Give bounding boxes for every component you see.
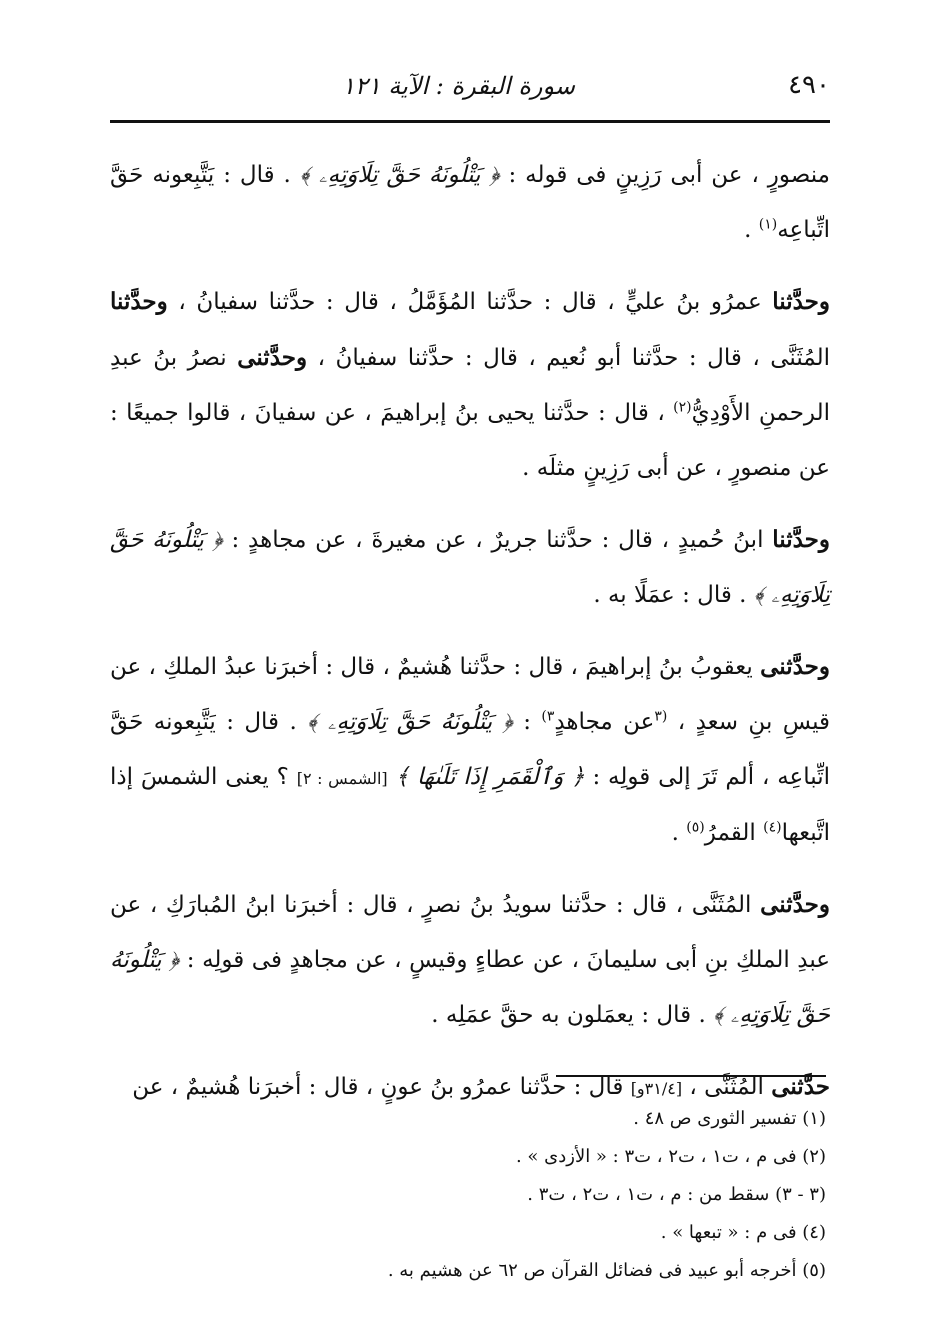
- text: المُثَنَّى ،: [682, 1074, 772, 1100]
- footnote-ref: (٢): [673, 399, 692, 416]
- isnad-term: حدَّثنى: [771, 1073, 830, 1100]
- text: نصرُ بنُ عبدِ الرحمنِ الأَوْدِيُّ: [110, 345, 831, 426]
- text: قال : حدَّثنا عمرُو بنُ عونٍ ، قال : أخبرَنا هُشيمٌ ، عن: [132, 1074, 631, 1100]
- text: . قال : عمَلًا به .: [593, 582, 754, 608]
- isnad-term: وحدَّثنا: [110, 288, 168, 315]
- text: القمرُ: [704, 820, 764, 846]
- text: المُثَنَّى ، قال : حدَّثنا سويدُ بنُ نصرٍ ، قال : أخبرَنا ابنُ المُبارَكِ ، عن عبدِ الملكِ بنِ أبى سليمانَ ، عن عطاءٍ وقيسٍ ، عن مجاهدٍ فى قولِه :: [110, 892, 830, 973]
- surah-reference: [الشمس : ٢]: [296, 769, 388, 788]
- quran-quote: ﴿ يَتْلُونَهُ حَقَّ تِلَاوَتِهِۦ ﴾: [110, 947, 830, 1028]
- footnote-3: (٣ - ٣) سقط من : م ، ت١ ، ت٢ ، ت٣ .: [527, 1184, 826, 1205]
- text: ، قال : حدَّثنا يحيى بنُ إبراهيمَ ، عن سفيانَ ، قالوا جميعًا : عن منصورٍ ، عن أبى رَزِينٍ مثلَه .: [110, 400, 830, 481]
- footnotes: [110, 1100, 826, 1290]
- text: . قال : يَتَّبِعونه حَقَّ اتِّباعِه ، ألم تَرَ إلى قولِه :: [110, 709, 831, 790]
- text: منصورٍ ، عن أبى رَزِينٍ فى قوله :: [499, 162, 830, 188]
- paragraph-5: [110, 877, 830, 1043]
- page-header: [110, 70, 830, 110]
- footnote-2: (٢) فى م ، ت١ ، ت٢ ، ت٣ : « الأزدى » .: [515, 1146, 826, 1167]
- main-text: [110, 148, 830, 1116]
- footnote-5: (٥) أخرجه أبو عبيد فى فضائل القرآن ص ٦٢ عن هشيم به .: [387, 1260, 826, 1281]
- header-rule: [110, 120, 830, 123]
- isnad-term: وحدَّثنا: [772, 526, 830, 553]
- footnote-ref: ٣): [541, 708, 555, 725]
- text: . قال : يَتَّبِعونه حَقَّ اتِّباعِه: [110, 162, 830, 243]
- text: المُثَنَّى ، قال : حدَّثنا أبو نُعيم ، قال : حدَّثنا سفيانُ ،: [307, 345, 830, 371]
- quran-quote: ﴿ يَتْلُونَهُ حَقَّ تِلَاوَتِهِۦ ﴾: [299, 162, 500, 188]
- footnote-ref: (٣: [654, 708, 668, 725]
- text: ؟ يعنى الشمسَ إذا اتَّبعها: [110, 764, 830, 846]
- manuscript-folio-ref: [٣١/٤و]: [630, 1079, 683, 1098]
- footnote-ref: (١): [758, 216, 778, 233]
- text: . قال : يعمَلون به حقَّ عمَلِه .: [431, 1002, 714, 1028]
- text: ابنُ حُميدٍ ، قال : حدَّثنا جريرٌ ، عن مغيرةَ ، عن مجاهدٍ :: [222, 527, 773, 553]
- footnote-ref: (٥): [686, 819, 705, 836]
- isnad-term: وحدَّثنا: [772, 288, 830, 315]
- isnad-term: وحدَّثنى: [760, 653, 830, 680]
- text: عمرُو بنُ عليٍّ ، قال : حدَّثنا المُؤَمَّلُ ، قال : حدَّثنا سفيانُ ،: [167, 289, 773, 315]
- text: عن مجاهدٍ: [554, 709, 655, 735]
- isnad-term: وحدَّثنى: [760, 891, 830, 918]
- quran-quote: ﴿ يَتْلُونَهُ حَقَّ تِلَاوَتِهِۦ ﴾: [307, 709, 513, 735]
- paragraph-3: [110, 512, 830, 623]
- footnote-4: (٤) فى م : « تبعها » .: [660, 1222, 826, 1243]
- paragraph-2: [110, 274, 830, 496]
- text: .: [671, 820, 687, 846]
- quran-quote: ﴿ يَتْلُونَهُ حَقَّ تِلَاوَتِهِۦ ﴾: [110, 527, 830, 608]
- text: :: [512, 709, 542, 735]
- footnote-ref: (٤): [763, 819, 782, 836]
- running-title: سورة البقرة : الآية ١٢١: [341, 72, 575, 100]
- paragraph-4: [110, 639, 830, 861]
- text: .: [744, 217, 759, 243]
- text: يعقوبُ بنُ إبراهيمَ ، قال : حدَّثنا هُشيمٌ ، قال : أخبرَنا عبدُ الملكِ ، عن قيسِ بنِ سعدٍ ،: [110, 654, 830, 735]
- footnote-rule: [556, 1075, 826, 1077]
- page-number: ٤٩٠: [788, 70, 830, 100]
- paragraph-1: [110, 148, 830, 258]
- isnad-term: وحدَّثنى: [237, 344, 308, 371]
- footnote-1: (١) تفسير الثورى ص ٤٨ .: [633, 1108, 826, 1129]
- quran-quote: ﴿ وَٱلْقَمَرِ إِذَا تَلَىٰهَا ﴾: [395, 764, 585, 790]
